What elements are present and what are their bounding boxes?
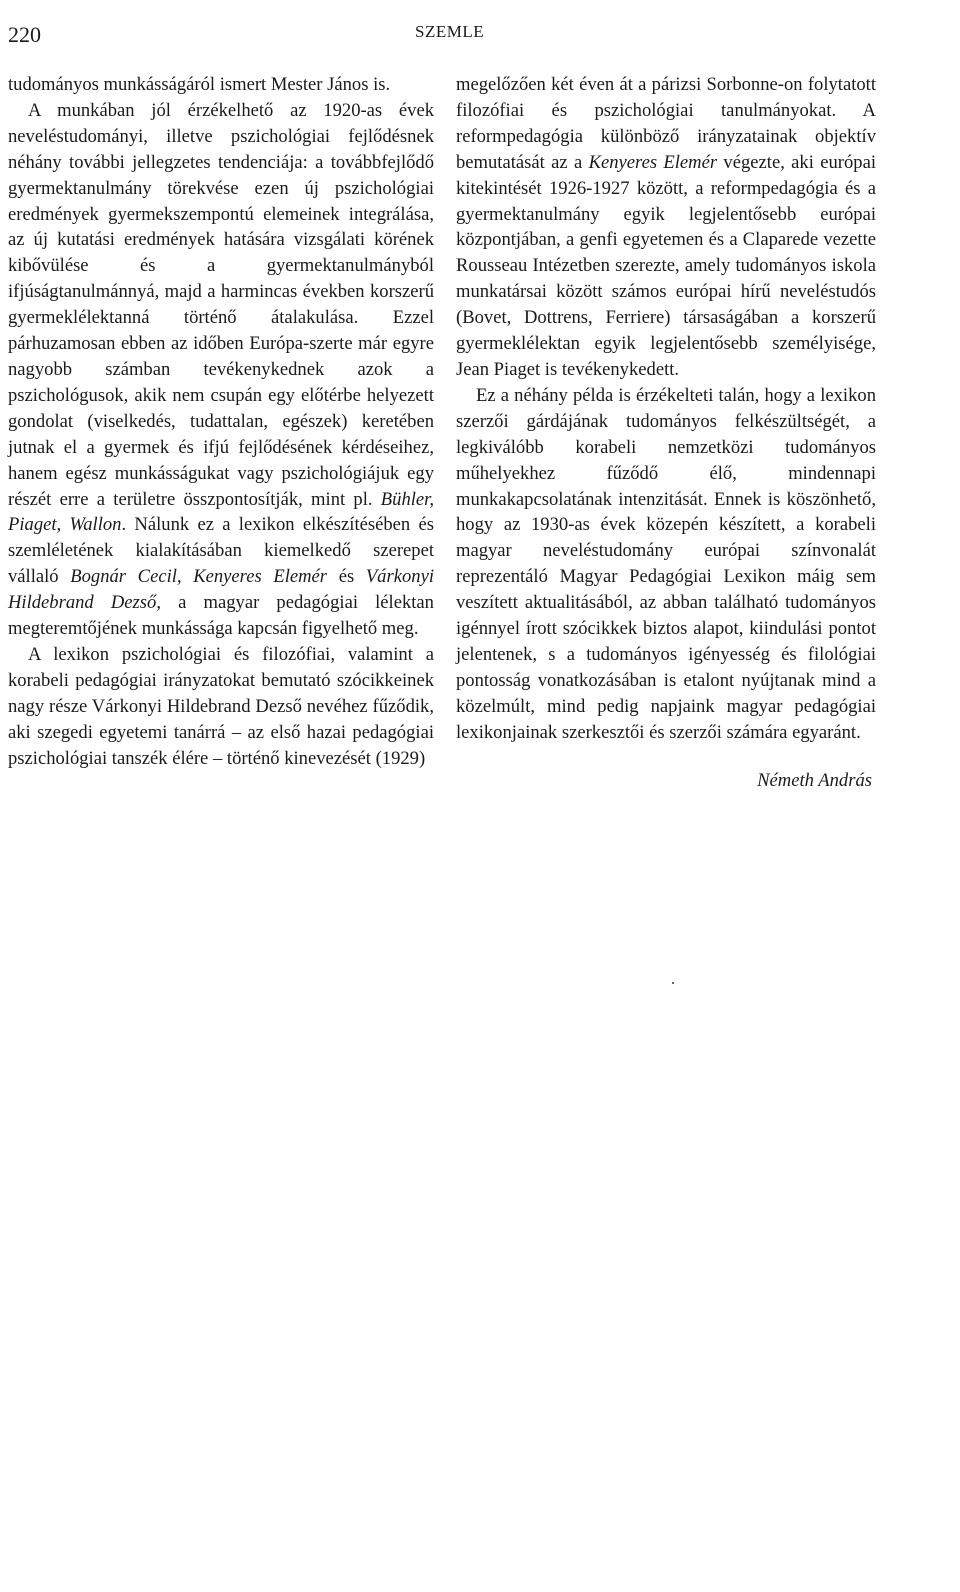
running-head: SZEMLE [415, 22, 485, 41]
paragraph-continuation: tudományos munkásságáról ismert Mester János is. [8, 74, 391, 95]
paragraph-kenyeres [456, 72, 876, 383]
page-number: 220 [8, 22, 41, 47]
paragraph-text: megelőzően két éven át a párizsi Sorbonne-on folytatott filozófiai és pszichológiai tanulmányokat. A reformpedagógia különböző irányzatainak objektív bemutatását az a [456, 74, 876, 173]
paragraph-text: , a magyar pedagógiai lélektan megteremtőjének munkássága kapcsán figyelhető meg. [8, 592, 434, 640]
author-signature: Németh András [757, 769, 872, 791]
paragraph-conclusion: Ez a néhány példa is érzékelteti talán, hogy a lexikon szerzői gárdájának tudományos felkészültségét, a legkiválóbb korabeli nemzetközi tudományos műhelyekhez fűződő élő, mindennapi munkakapcsolatának intenzitását. Ennek is köszönhető, hogy az 1930-as évek közepén készített, a korabeli magyar neveléstudomány európai színvonalát reprezentáló Magyar Pedagógiai Lexikon máig sem veszített aktualitásából, az abban található tudományos igénnyel írott szócikkek biztos alapot, kiindulási pontot jelentenek, s a tudományos igényesség és filológiai pontosság vonatkozásában is etalont nyújtanak mind a közelmúlt, mind pedig napjaink magyar pedagógiai lexikonjainak szerkesztői és szerzői számára egyaránt. [456, 384, 876, 743]
right-column [456, 72, 876, 793]
names-european-psychologists: Bühler, Piaget, Wallon [8, 488, 434, 536]
paragraph-text: . Nálunk ez a lexikon elkészítésében és szemléletének kialakításában kiemelkedő szerepet vállaló [8, 514, 434, 588]
name-varkonyi: Várkonyi Hildebrand Dezső [8, 566, 434, 614]
paragraph-text: A munkában jól érzékelhető az 1920-as évek neveléstudományi, illetve pszichológiai fejlődésnek néhány további jellegzetes tendenciája: a továbbfejlődő gyermektanulmány törekvése ezen új pszichológiai eredmények gyermekszempontú elemeinek integrálása, az új kutatási eredmények hatására vizsgálati körének kibővülése és a gyermektanulmányból ifjúságtanulmánnyá, majd a harmincas években korszerű gyermeklélektanná történő átalakulása. Ezzel párhuzamosan ebben az időben Európa-szerte már egyre nagyobb számban tevékenykednek azok a pszichológusok, akik nem csupán egy előtérbe helyezett gondolat (viselkedés, tudattalan, egészek) keretében jutnak el a gyermek és ifjú fejlődésének kérdéseihez, hanem egész munkásságukat vagy pszichológiájuk egy részét erre a területre összpontosítják, mint pl. [8, 99, 434, 510]
name-kenyeres: Kenyeres Elemér [588, 151, 718, 173]
paragraph-text: végezte, aki európai kitekintését 1926-1927 között, a reformpedagógia és a gyermektanulmány egyik legjelentősebb európai központjában, a genfi egyetemen és a Claparede vezette Rousseau Intézetben szerezte, amely tudományos iskola munkatársai között számos európai hírű neveléstudós (Bovet, Dottrens, Ferriere) társaságában a korszerű gyermeklélektan egyik legjelentősebb személyisége, Jean Piaget is tevékenykedett. [456, 151, 876, 380]
stray-dot [672, 982, 674, 984]
paragraph-varkonyi: A lexikon pszichológiai és filozófiai, valamint a korabeli pedagógiai irányzatokat bemutató szócikkeinek nagy része Várkonyi Hildebrand Dezső nevéhez fűződik, aki szegedi egyetemi tanárrá – az első hazai pedagógiai pszichológiai tanszék élére – történő kinevezését (1929) [8, 643, 434, 769]
names-lexicon-authors: Bognár Cecil, Kenyeres Elemér [70, 566, 328, 588]
paragraph-tendencies [8, 98, 434, 642]
page-header [0, 0, 960, 70]
left-column [8, 72, 434, 771]
paragraph-text: és [327, 566, 366, 588]
